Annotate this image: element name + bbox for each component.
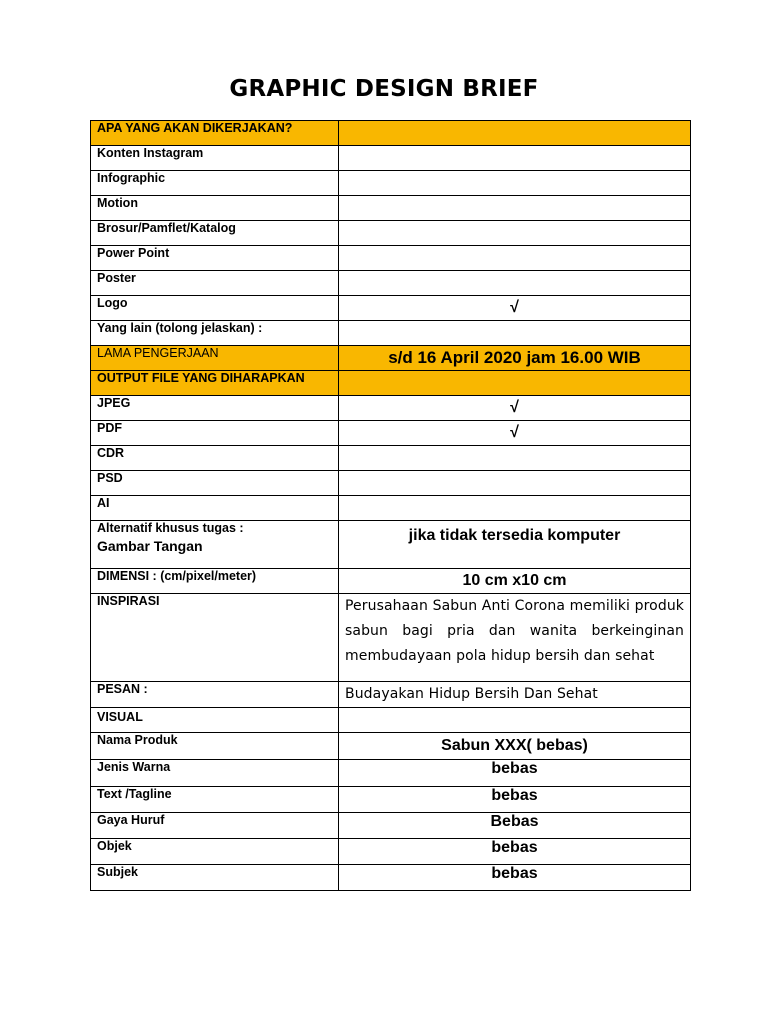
row-label-jenis-warna: Jenis Warna <box>91 760 339 787</box>
row-value-motion <box>339 196 691 221</box>
row-value-objek: bebas <box>339 839 691 865</box>
table-row <box>91 521 691 569</box>
row-label-apa-yang-akan-dikerjakan: APA YANG AKAN DIKERJAKAN? <box>91 121 339 146</box>
row-label-tagline: Text /Tagline <box>91 787 339 813</box>
row-label-gaya-huruf: Gaya Huruf <box>91 813 339 839</box>
row-value-logo-checkmark: √ <box>339 296 691 321</box>
table-row <box>91 146 691 171</box>
row-label-alternatif <box>91 521 339 569</box>
row-label-nama-produk: Nama Produk <box>91 733 339 760</box>
table-row <box>91 708 691 733</box>
row-value-inspirasi: Perusahaan Sabun Anti Corona memiliki produk sabun bagi pria dan wanita berkeinginan membudayaan pola hidup bersih dan sehat <box>339 594 691 682</box>
table-row <box>91 296 691 321</box>
table-row <box>91 271 691 296</box>
table-row <box>91 839 691 865</box>
row-value-gaya-huruf: Bebas <box>339 813 691 839</box>
table-row <box>91 594 691 682</box>
row-value-cdr <box>339 446 691 471</box>
alternatif-label-text: Alternatif khusus tugas : <box>97 521 244 535</box>
table-row <box>91 569 691 594</box>
row-value-visual <box>339 708 691 733</box>
row-value-apa-yang-akan-dikerjakan <box>339 121 691 146</box>
table-row <box>91 371 691 396</box>
table-row <box>91 682 691 708</box>
row-label-pesan: PESAN : <box>91 682 339 708</box>
row-label-infographic: Infographic <box>91 171 339 196</box>
row-label-psd: PSD <box>91 471 339 496</box>
row-label-jpeg: JPEG <box>91 396 339 421</box>
row-value-poster <box>339 271 691 296</box>
row-label-dimensi: DIMENSI : (cm/pixel/meter) <box>91 569 339 594</box>
row-label-objek: Objek <box>91 839 339 865</box>
table-row <box>91 865 691 891</box>
row-value-ai <box>339 496 691 521</box>
row-label-visual: VISUAL <box>91 708 339 733</box>
row-label-brosur: Brosur/Pamflet/Katalog <box>91 221 339 246</box>
table-row <box>91 346 691 371</box>
alternatif-sublabel: Gambar Tangan <box>97 538 203 554</box>
row-value-power-point <box>339 246 691 271</box>
row-label-subjek: Subjek <box>91 865 339 891</box>
row-label-output-file: OUTPUT FILE YANG DIHARAPKAN <box>91 371 339 396</box>
row-label-yang-lain: Yang lain (tolong jelaskan) : <box>91 321 339 346</box>
table-row <box>91 246 691 271</box>
row-label-pdf: PDF <box>91 421 339 446</box>
table-row <box>91 171 691 196</box>
row-value-brosur <box>339 221 691 246</box>
row-label-lama-pengerjaan: LAMA PENGERJAAN <box>91 346 339 371</box>
row-label-poster: Poster <box>91 271 339 296</box>
row-label-konten-instagram: Konten Instagram <box>91 146 339 171</box>
row-value-dimensi: 10 cm x10 cm <box>339 569 691 594</box>
table-row <box>91 221 691 246</box>
row-value-psd <box>339 471 691 496</box>
table-row <box>91 321 691 346</box>
table-row <box>91 787 691 813</box>
table-row <box>91 496 691 521</box>
row-value-konten-instagram <box>339 146 691 171</box>
row-label-ai: AI <box>91 496 339 521</box>
table-row <box>91 121 691 146</box>
row-value-pesan: Budayakan Hidup Bersih Dan Sehat <box>339 682 691 708</box>
page-title: GRAPHIC DESIGN BRIEF <box>229 76 539 102</box>
table-row <box>91 421 691 446</box>
row-label-power-point: Power Point <box>91 246 339 271</box>
row-value-pdf-checkmark: √ <box>339 421 691 446</box>
row-value-jpeg-checkmark: √ <box>339 396 691 421</box>
table-row <box>91 471 691 496</box>
table-row <box>91 196 691 221</box>
row-value-yang-lain <box>339 321 691 346</box>
table-row <box>91 396 691 421</box>
row-label-motion: Motion <box>91 196 339 221</box>
row-label-inspirasi: INSPIRASI <box>91 594 339 682</box>
row-label-logo: Logo <box>91 296 339 321</box>
brief-table <box>90 120 691 891</box>
row-value-output-file <box>339 371 691 396</box>
row-value-alternatif: jika tidak tersedia komputer <box>339 521 691 569</box>
table-row <box>91 446 691 471</box>
row-value-jenis-warna: bebas <box>339 760 691 787</box>
row-value-lama-pengerjaan: s/d 16 April 2020 jam 16.00 WIB <box>339 346 691 371</box>
row-value-infographic <box>339 171 691 196</box>
row-value-nama-produk: Sabun XXX( bebas) <box>339 733 691 760</box>
row-value-subjek: bebas <box>339 865 691 891</box>
table-row <box>91 760 691 787</box>
table-row <box>91 733 691 760</box>
row-value-tagline: bebas <box>339 787 691 813</box>
table-row <box>91 813 691 839</box>
row-label-cdr: CDR <box>91 446 339 471</box>
